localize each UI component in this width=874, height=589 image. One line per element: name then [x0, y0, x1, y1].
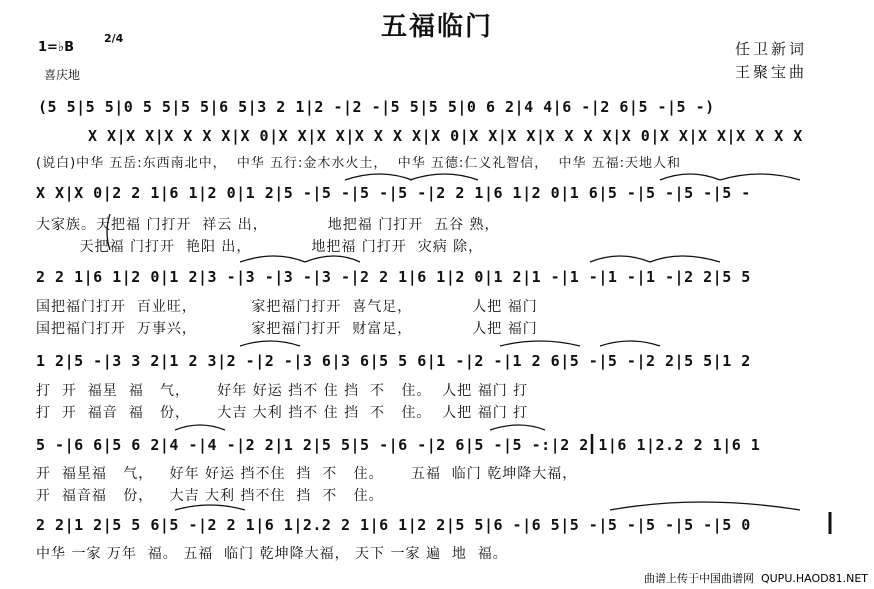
system-3-lyric-1: 国把福门打开 百业旺， 家把福门打开 喜气足， 人把 福门 — [36, 299, 538, 315]
slur — [590, 256, 650, 262]
system-4-lyric-1: 打 开 福星 福 气， 好年 好运 挡不 住 挡 不 住。 人把 福门 打 — [36, 383, 529, 399]
slur — [345, 174, 412, 180]
slur — [175, 425, 225, 430]
system-6-lyric-1: 中华 一家 万年 福。 五福 临门 乾坤降大福， 天下 一家 遍 地 福。 — [36, 546, 508, 562]
slur — [490, 425, 545, 430]
system-5-lyric-1: 开 福星福 气， 好年 好运 挡不住 挡 不 住。 五福 临门 乾坤降大福， — [36, 466, 578, 482]
system-4-notes: 1 2|5 -|3 3 2|1 2 3|2 -|2 -|3 6|3 6|5 5 6|1 -|2 -|1 2 6|5 -|5 -|2 2|5 5|1 2 — [36, 352, 751, 370]
system-1-lyric-1: (说白)中华 五岳:东西南北中， 中华 五行:金木水火土， 中华 五德:仁义礼智信， 中华 五福:天地人和 — [36, 156, 681, 171]
page-title: 五福临门 — [380, 12, 493, 42]
slur — [650, 256, 720, 262]
slur — [610, 502, 800, 510]
system-3-lyric-2: 国把福门打开 万事兴， 家把福门打开 财富足， 人把 福门 — [36, 321, 538, 337]
slur — [600, 341, 660, 346]
key-signature: 1=♭B — [38, 40, 74, 55]
slur — [410, 174, 478, 180]
slur — [500, 341, 580, 346]
system-5-notes: 5 -|6 6|5 6 2|4 -|4 -|2 2|1 2|5 5|5 -|6 -|2 6|5 -|5 -:|2 2 1|6 1|2.2 2 1|6 1 — [36, 436, 761, 454]
system-1-rhythm: X X|X X|X X X X|X 0|X X|X X|X X X X|X 0|X X|X X|X X X X|X 0|X X|X X|X X X X — [88, 127, 803, 145]
system-5-lyric-2: 开 福音福 份， 大吉 大利 挡不住 挡 不 住。 — [36, 488, 384, 504]
composer-credit: 王聚宝曲 — [735, 63, 808, 81]
time-signature: 2/4 — [104, 32, 124, 45]
site-watermark: 曲谱上传于中国曲谱网 QUPU.HAOD81.NET — [643, 572, 868, 585]
slur — [660, 174, 720, 180]
slur — [175, 505, 245, 510]
mood-marking: 喜庆地 — [44, 68, 81, 82]
slur — [240, 256, 305, 262]
slur — [240, 341, 300, 346]
lyricist-credit: 任卫新词 — [735, 40, 808, 58]
slur — [305, 256, 360, 262]
system-2-rhythm: X X|X 0|2 2 1|6 1|2 0|1 2|5 -|5 -|5 -|5 -|2 2 1|6 1|2 0|1 6|5 -|5 -|5 -|5 - — [36, 184, 751, 202]
slur — [720, 174, 800, 180]
system-2-lyric-1: 大家族。天把福 门打开 祥云 出， 地把福 门打开 五谷 熟， — [36, 217, 500, 233]
system-1-notes: (5 5|5 5|0 5 5|5 5|6 5|3 2 1|2 -|2 -|5 5|5 5|0 6 2|4 4|6 -|2 6|5 -|5 -) — [38, 98, 715, 116]
system-4-lyric-2: 打 开 福音 福 份， 大吉 大利 挡不 住 挡 不 住。 人把 福门 打 — [36, 405, 529, 421]
system-6-notes: 2 2|1 2|5 5 6|5 -|2 2 1|6 1|2.2 2 1|6 1|2 2|5 5|6 -|6 5|5 -|5 -|5 -|5 -|5 0 — [36, 516, 751, 534]
system-2-lyric-2: 天把福 门打开 艳阳 出， 地把福 门打开 灾病 除， — [36, 239, 484, 255]
system-3-notes: 2 2 1|6 1|2 0|1 2|3 -|3 -|3 -|3 -|2 2 1|6 1|2 0|1 2|1 -|1 -|1 -|1 -|2 2|5 5 — [36, 268, 751, 286]
